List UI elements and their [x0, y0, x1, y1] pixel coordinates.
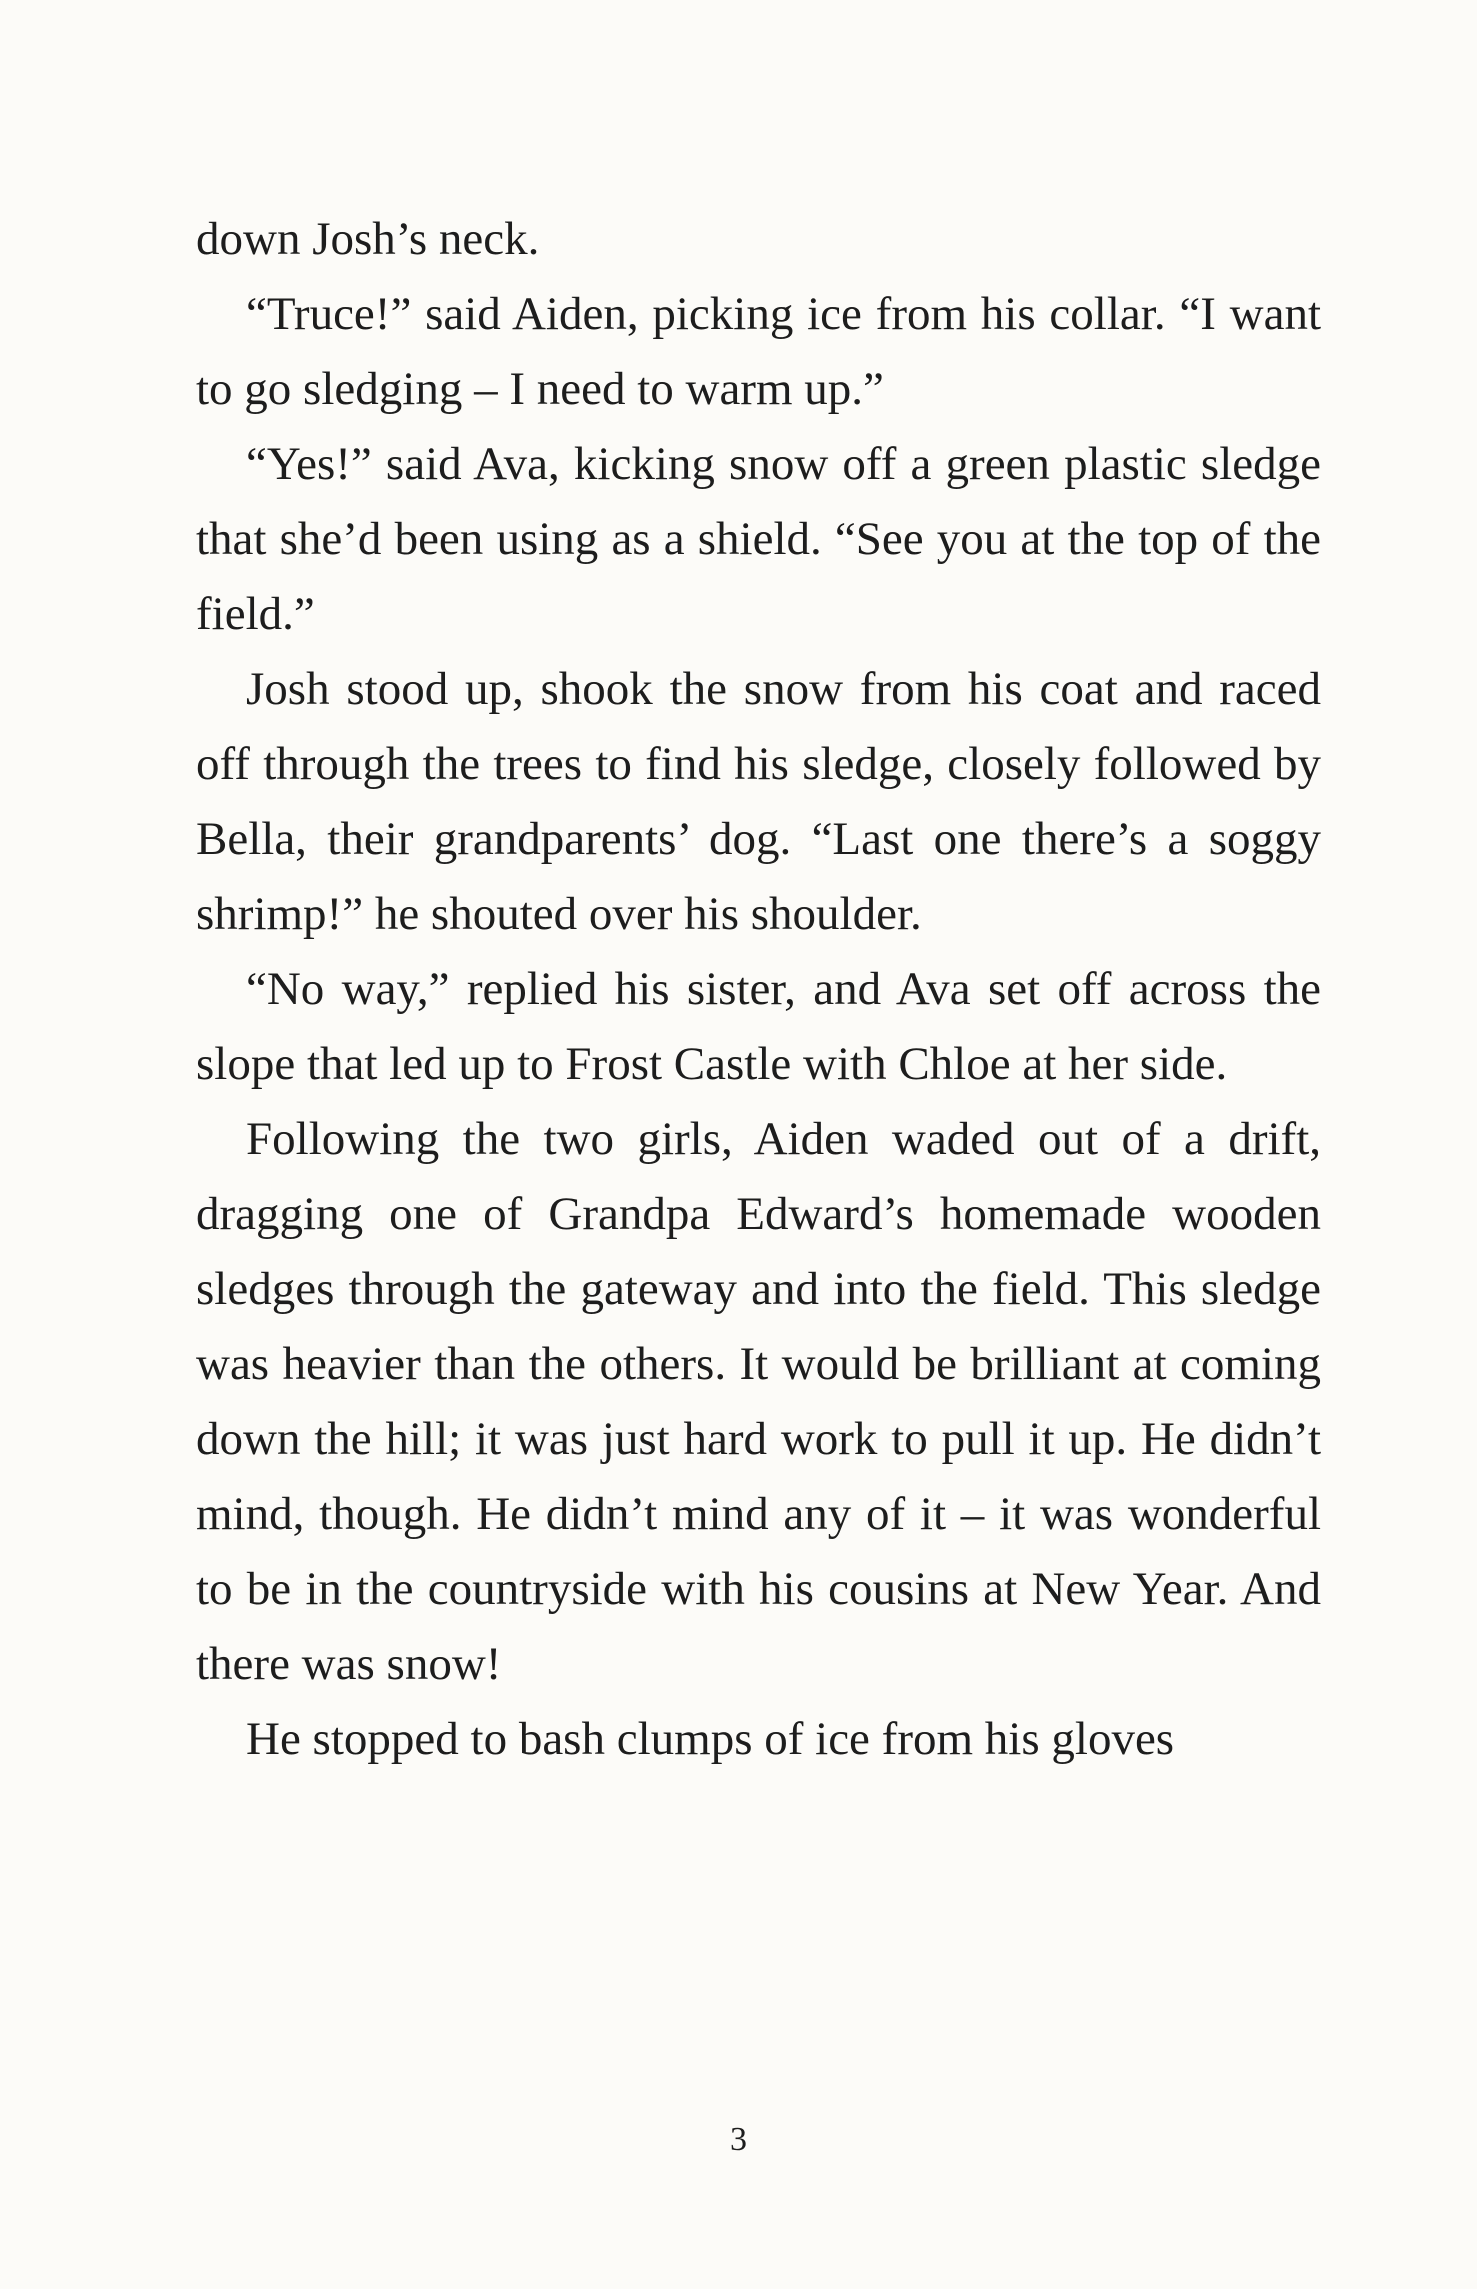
paragraph-truce: “Truce!” said Aiden, picking ice from his collar. “I want to go sledging – I need to warm up.”	[196, 288, 1321, 415]
paragraph-continuation: down Josh’s neck.	[196, 213, 540, 265]
body-text	[196, 202, 1321, 1777]
page-number: 3	[730, 2121, 747, 2158]
paragraph-no-way: “No way,” replied his sister, and Ava set off across the slope that led up to Frost Castle with Chloe at her side.	[196, 963, 1321, 1090]
paragraph-ava-yes: “Yes!” said Ava, kicking snow off a green plastic sledge that she’d been using as a shield. “See you at the top of the field.”	[196, 438, 1321, 640]
paragraph-josh-stood-up: Josh stood up, shook the snow from his coat and raced off through the trees to find his sledge, closely followed by Bella, their grandparents’ dog. “Last one there’s a soggy shrimp!” he shouted over his shoulder.	[196, 663, 1321, 940]
paragraph-following-girls: Following the two girls, Aiden waded out of a drift, dragging one of Grandpa Edward’s homemade wooden sledges through the gateway and into the field. This sledge was heavier than the others. It would be brilliant at coming down the hill; it was just hard work to pull it up. He didn’t mind, though. He didn’t mind any of it – it was wonderful to be in the countryside with his cousins at New Year. And there was snow!	[196, 1113, 1321, 1690]
paragraph-stopped: He stopped to bash clumps of ice from his gloves	[246, 1713, 1175, 1765]
